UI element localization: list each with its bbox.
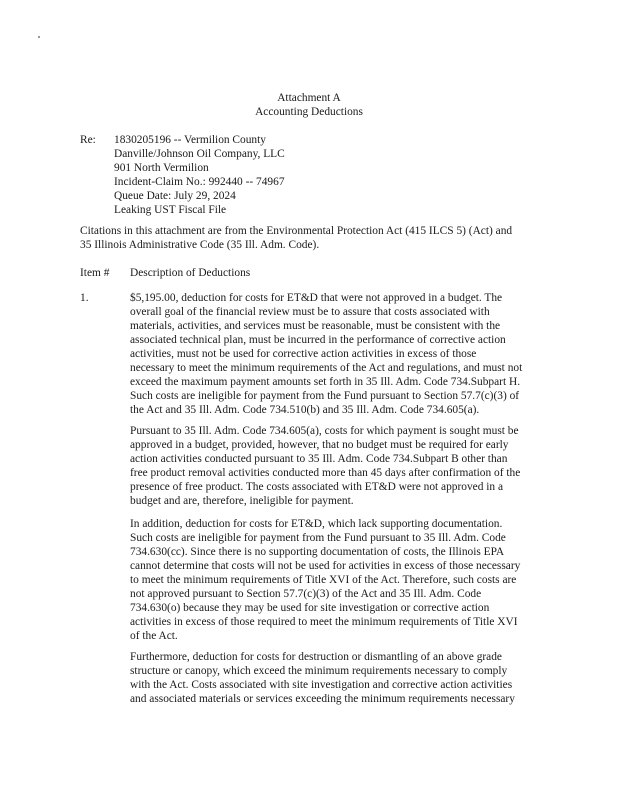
- paragraph-line: Such costs are ineligible for payment from the Fund pursuant to Section 57.7(c)(3) of: [130, 390, 520, 402]
- re-line-queue-date: Queue Date: July 29, 2024: [114, 190, 236, 202]
- paragraph-line: Pursuant to 35 Ill. Adm. Code 734.605(a), costs for which payment is sought must be: [130, 425, 519, 437]
- re-line-company: Danville/Johnson Oil Company, LLC: [114, 148, 285, 160]
- paragraph-line: not approved pursuant to Section 57.7(c)(3) of the Act and 35 Ill. Adm. Code: [130, 588, 482, 600]
- paragraph-line: necessary to meet the minimum requirements of the Act and regulations, and must not: [130, 362, 523, 374]
- citations-line: 35 Illinois Administrative Code (35 Ill. Adm. Code).: [80, 239, 320, 251]
- paragraph-line: materials, activities, and services must be reasonable, must be consistent with the: [130, 320, 501, 332]
- paragraph-line: 734.630(cc). Since there is no supporting documentation of costs, the Illinois EPA: [130, 546, 505, 558]
- re-line-file: Leaking UST Fiscal File: [114, 204, 227, 216]
- paragraph-line: activities in excess of those required to meet the minimum requirements of Title XVI: [130, 616, 518, 628]
- item-paragraph: [130, 650, 550, 706]
- items-header: [80, 266, 251, 280]
- paragraph-line: $5,195.00, deduction for costs for ET&D that were not approved in a budget. The: [130, 292, 503, 304]
- paragraph-line: to meet the minimum requirements of Title XVI of the Act. Therefore, such costs are: [130, 574, 517, 586]
- paragraph-line: 734.630(o) because they may be used for site investigation or corrective action: [130, 602, 490, 614]
- paragraph-line: with the Act. Costs associated with site investigation and corrective action activities: [130, 679, 513, 691]
- paragraph-line: the Act and 35 Ill. Adm. Code 734.510(b) and 35 Ill. Adm. Code 734.605(a).: [130, 404, 480, 416]
- description-header: Description of Deductions: [130, 267, 251, 279]
- re-line-incident-claim: Incident-Claim No.: 992440 -- 74967: [114, 176, 285, 188]
- paragraph-line: cannot determine that costs will not be used for activities in excess of those necessary: [130, 560, 521, 572]
- item-paragraph: [130, 517, 550, 643]
- citations-line: Citations in this attachment are from the Environmental Protection Act (415 ILCS 5) (Act) and: [80, 225, 513, 237]
- title-attachment: Attachment A: [277, 92, 341, 104]
- paragraph-line: action activities conducted pursuant to 35 Ill. Adm. Code 734.Subpart B other than: [130, 453, 508, 465]
- paragraph-line: associated technical plan, must be incurred in the performance of corrective action: [130, 334, 506, 346]
- paragraph-line: exceed the maximum payment amounts set forth in 35 Ill. Adm. Code 734.Subpart H.: [130, 376, 521, 388]
- item-number: 1.: [80, 292, 89, 304]
- item-number-header: Item #: [80, 267, 110, 279]
- re-label: Re:: [80, 134, 96, 146]
- item-paragraph: [130, 291, 550, 417]
- paragraph-line: Such costs are ineligible for payment from the Fund pursuant to 35 Ill. Adm. Code: [130, 532, 506, 544]
- re-block: [114, 133, 285, 217]
- paragraph-line: budget and are, therefore, ineligible for payment.: [130, 495, 354, 507]
- paragraph-line: activities, must not be used for corrective action activities in excess of those: [130, 348, 477, 360]
- item-paragraph: [130, 424, 550, 508]
- paragraph-line: overall goal of the financial review must be to assure that costs associated with: [130, 306, 490, 318]
- re-line-address: 901 North Vermilion: [114, 162, 209, 174]
- citations-paragraph: [80, 224, 540, 252]
- scan-speck: [38, 36, 40, 38]
- re-line-site: 1830205196 -- Vermilion County: [114, 134, 266, 146]
- document-title: [0, 91, 618, 119]
- paragraph-line: Furthermore, deduction for costs for destruction or dismantling of an above grade: [130, 651, 502, 663]
- paragraph-line: free product removal activities conducted more than 45 days after confirmation of the: [130, 467, 521, 479]
- paragraph-line: approved in a budget, provided, however, that no budget must be required for early: [130, 439, 509, 451]
- title-accounting-deductions: Accounting Deductions: [255, 106, 363, 118]
- paragraph-line: In addition, deduction for costs for ET&D, which lack supporting documentation.: [130, 518, 503, 530]
- paragraph-line: and associated materials or services exceeding the minimum requirements necessary: [130, 693, 515, 705]
- paragraph-line: structure or canopy, which exceed the minimum requirements necessary to comply: [130, 665, 508, 677]
- paragraph-line: of the Act.: [130, 630, 178, 642]
- paragraph-line: presence of free product. The costs associated with ET&D were not approved in a: [130, 481, 504, 493]
